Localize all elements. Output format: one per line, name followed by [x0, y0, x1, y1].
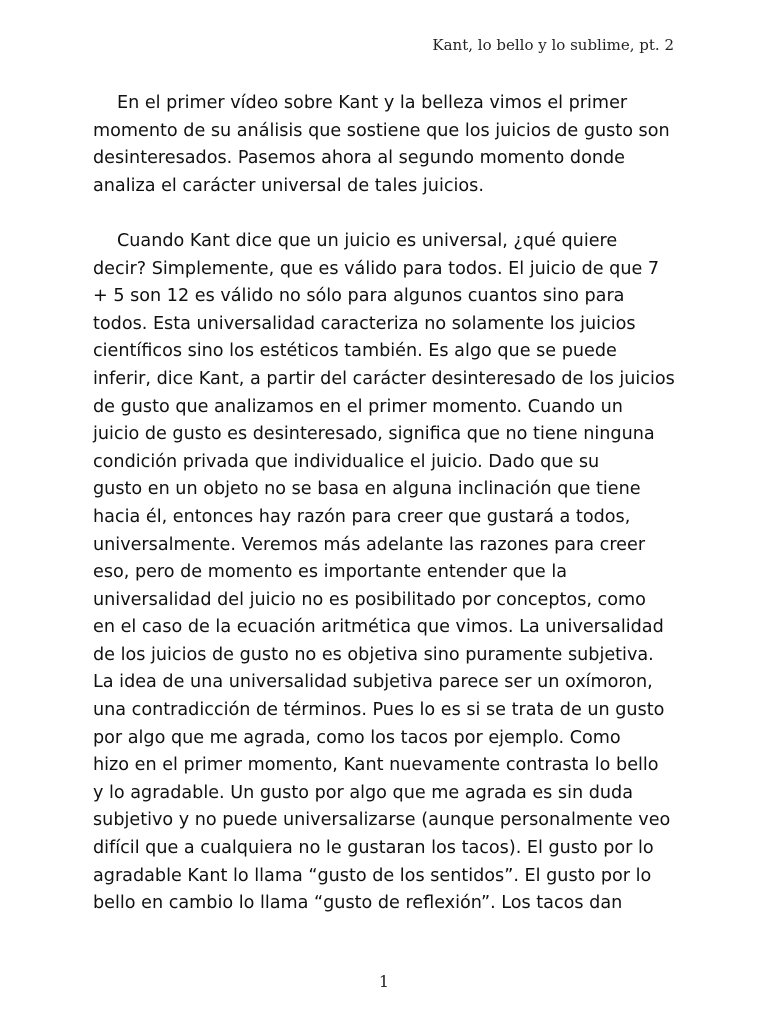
- text-line: una contradicción de términos. Pues lo es si se trata de un gusto: [93, 700, 665, 721]
- text-line: todos. Esta universalidad caracteriza no solamente los juicios: [93, 313, 636, 334]
- text-line: gusto en un objeto no se basa en alguna inclinación que tiene: [93, 479, 641, 500]
- text-line: momento de su análisis que sostiene que los juicios de gusto son: [93, 120, 670, 141]
- paragraph-gap: [93, 200, 681, 228]
- text-line: en el caso de la ecuación aritmética que vimos. La universalidad: [93, 617, 664, 638]
- text-line: La idea de una universalidad subjetiva parece ser un oxímoron,: [93, 672, 653, 693]
- page-number: 1: [378, 972, 390, 991]
- text-line: decir? Simplemente, que es válido para todos. El juicio de que 7: [93, 258, 660, 279]
- text-line: de gusto que analizamos en el primer momento. Cuando un: [93, 396, 623, 417]
- text-line: por algo que me agrada, como los tacos por ejemplo. Como: [93, 727, 621, 748]
- text-line: analiza el carácter universal de tales juicios.: [93, 175, 484, 196]
- text-line: difícil que a cualquiera no le gustaran los tacos). El gusto por lo: [93, 838, 654, 859]
- text-line: condición privada que individualice el juicio. Dado que su: [93, 451, 600, 472]
- text-line: inferir, dice Kant, a partir del carácter desinteresado de los juicios: [93, 368, 675, 389]
- text-line: de los juicios de gusto no es objetiva sino puramente subjetiva.: [93, 644, 654, 665]
- text-line: desinteresados. Pasemos ahora al segundo momento donde: [93, 148, 625, 169]
- text-line: juicio de gusto es desinteresado, significa que no tiene ninguna: [93, 424, 655, 445]
- text-line: universalmente. Veremos más adelante las razones para creer: [93, 534, 646, 555]
- paragraph-2: [93, 228, 681, 918]
- text-line: hizo en el primer momento, Kant nuevamente contrasta lo bello: [93, 755, 659, 776]
- text-line: hacia él, entonces hay razón para creer que gustará a todos,: [93, 506, 631, 527]
- text-line: Cuando Kant dice que un juicio es universal, ¿qué quiere: [117, 230, 618, 251]
- text-line: universalidad del juicio no es posibilitado por conceptos, como: [93, 589, 646, 610]
- text-line: En el primer vídeo sobre Kant y la belleza vimos el primer: [117, 93, 628, 113]
- body-text: [93, 90, 681, 918]
- text-line: agradable Kant lo llama “gusto de los sentidos”. El gusto por lo: [93, 865, 652, 886]
- text-line: bello en cambio lo llama “gusto de reflexión”. Los tacos dan: [93, 893, 623, 914]
- text-line: subjetivo y no puede universalizarse (aunque personalmente veo: [93, 810, 671, 831]
- running-header: Kant, lo bello y lo sublime, pt. 2: [432, 36, 674, 54]
- text-line: científicos sino los estéticos también. Es algo que se puede: [93, 341, 617, 362]
- text-line: + 5 son 12 es válido no sólo para algunos cuantos sino para: [93, 286, 625, 307]
- paragraph-1: [93, 90, 681, 200]
- text-line: y lo agradable. Un gusto por algo que me agrada es sin duda: [93, 782, 633, 803]
- text-line: eso, pero de momento es importante entender que la: [93, 562, 567, 583]
